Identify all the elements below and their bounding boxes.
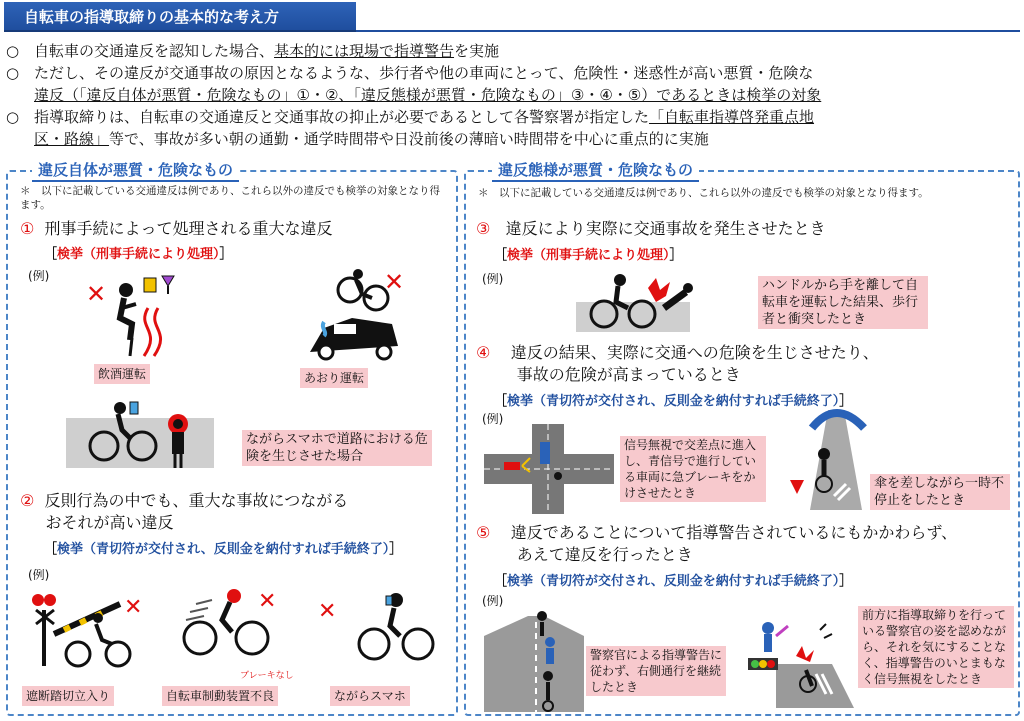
x-mark-icon: ✕: [258, 589, 277, 614]
railroad-crossing-illustration: [24, 584, 154, 674]
section-5-title: ⑤ 違反であることについて指導警告されているにもかかわらず、 あえて違反を行ったとき: [476, 523, 958, 564]
police-signal-illustration: [746, 614, 856, 710]
no-brake-label: ブレーキなし: [240, 671, 294, 681]
x-mark-icon: ✕: [318, 599, 337, 624]
caption-drunk: 飲酒運転: [94, 364, 150, 384]
left-note: ＊ 以下に記載している交通違反は例であり、これら以外の違反でも検挙の対象となり得ます。: [20, 185, 440, 211]
x-mark-icon: ✕: [86, 280, 107, 308]
title-bar: [4, 2, 356, 32]
x-mark-icon: ✕: [384, 268, 405, 296]
caption-umbrella: 傘を差しながら一時不停止をしたとき: [870, 474, 1010, 510]
caption-police-signal: 前方に指導取締りを行っている警察官の姿を認めながら、それを気にすることなく、指導警告のいとまもなく信号無視をしたとき: [858, 606, 1014, 688]
intro-item-3: ○ 指導取締りは、自転車の交通違反と交通事故の抑止が必要であるとして各警察署が指定した「自転車指導啓発重点地 区・路線」等で、事故が多い朝の通勤・通学時間帯や日没前後の薄暗い時間帯を中心に重点的に実施: [6, 108, 815, 148]
section-4-title: ④ 違反の結果、実際に交通への危険を生じさせたり、 事故の危険が高まっているとき: [476, 343, 879, 384]
page-title: 自転車の指導取締りの基本的な考え方: [24, 8, 280, 26]
caption-phone-danger: ながらスマホで道路における危険を生じさせた場合: [242, 430, 432, 466]
section-3-title: ③ 違反により実際に交通事故を発生させたとき: [476, 219, 826, 238]
caption-brake: 自転車制動装置不良: [162, 686, 278, 706]
example-label: (例): [28, 568, 50, 582]
section-4-kenkyo: ［検挙（青切符が交付され、反則金を納付すれば手続終了）］: [494, 394, 853, 409]
caption-police-right: 警察官による指導警告に従わず、右側通行を継続したとき: [586, 646, 726, 696]
caption-crossing: 遮断踏切立入り: [22, 686, 114, 706]
example-label: (例): [482, 594, 504, 608]
section-2-title: ② 反則行為の中でも、重大な事故につながる おそれが高い違反: [20, 491, 349, 532]
no-brake-illustration: [176, 586, 286, 666]
phone-riding-illustration: [318, 590, 438, 670]
caption-phone: ながらスマホ: [330, 686, 410, 706]
police-warning-illustration: [484, 606, 584, 714]
umbrella-illustration: [784, 404, 870, 512]
caption-hand: ハンドルから手を離して自転車を運転した結果、歩行者と衝突したとき: [758, 276, 928, 329]
left-panel-heading: 違反自体が悪質・危険なもの: [32, 159, 239, 182]
section-1-kenkyo: ［検挙（刑事手続により処理）］: [44, 247, 233, 262]
caption-signal: 信号無視で交差点に進入し、青信号で進行している車両に急ブレーキをかけさせたとき: [620, 436, 766, 502]
phone-danger-illustration: [80, 398, 210, 470]
section-3-kenkyo: ［検挙（刑事手続により処理）］: [494, 248, 683, 263]
right-note: ＊ 以下に記載している交通違反は例であり、これら以外の違反でも検挙の対象となり得ます。: [478, 187, 929, 199]
right-panel-heading: 違反態様が悪質・危険なもの: [492, 159, 699, 182]
section-5-kenkyo: ［検挙（青切符が交付され、反則金を納付すれば手続終了）］: [494, 574, 853, 589]
intro-item-1: ○ 自転車の交通違反を認知した場合、基本的には現場で指導警告を実施: [6, 42, 500, 60]
intersection-illustration: [484, 424, 614, 514]
intro-item-2: ○ ただし、その違反が交通事故の原因となるような、歩行者や他の車両にとって、危険性・迷惑性が高い悪質・危険な 違反（「違反自体が悪質・危険なもの」①・②、「違反態様が悪質・危険なもの」③・④・⑤）であるときは検挙の対象: [6, 64, 822, 104]
drunk-cyclist-illustration: [80, 268, 190, 358]
example-label: (例): [482, 412, 504, 426]
intro: [6, 40, 1020, 150]
caption-aori: あおり運転: [300, 368, 368, 388]
example-label: (例): [28, 269, 50, 283]
section-2-kenkyo: ［検挙（青切符が交付され、反則金を納付すれば手続終了）］: [44, 542, 403, 557]
bullet-icon: ○: [6, 64, 20, 82]
x-mark-icon: ✕: [124, 595, 143, 620]
stop-sign-label: 止まれ: [786, 473, 807, 481]
bullet-icon: ○: [6, 108, 20, 126]
section-1-title: ① 刑事手続によって処理される重大な違反: [20, 219, 333, 238]
aggressive-driving-illustration: [306, 262, 416, 362]
bullet-icon: ○: [6, 42, 20, 60]
title-underline: [356, 30, 1020, 32]
collision-illustration: [586, 274, 696, 330]
example-label: (例): [482, 272, 504, 286]
